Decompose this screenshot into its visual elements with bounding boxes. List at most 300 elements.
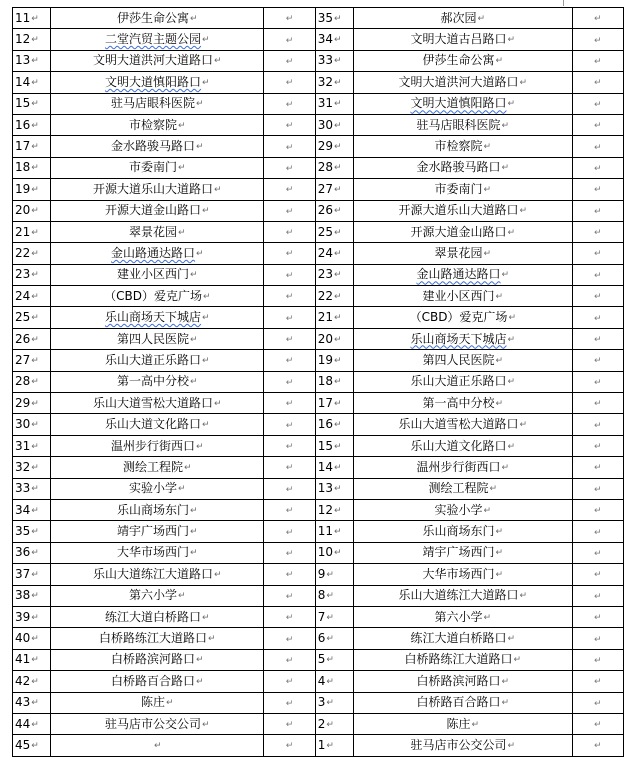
right-stop-name: 白桥路滨河路口 — [416, 673, 501, 688]
paragraph-mark-icon: ↵ — [285, 420, 294, 431]
left-stop-name: 翠景花园 — [129, 224, 178, 239]
left-spacer-cell — [264, 200, 315, 221]
right-spacer-cell — [572, 179, 623, 200]
left-stop-number-cell — [13, 735, 51, 756]
right-stop-name-cell — [353, 735, 572, 756]
left-spacer-cell — [264, 606, 315, 627]
right-stop-number: 19 — [317, 352, 334, 367]
left-stop-name: 开源大道乐山大道路口 — [93, 181, 214, 196]
right-stop-number: 24 — [317, 245, 334, 260]
paragraph-mark-icon: ↵ — [334, 484, 342, 495]
table-row — [13, 692, 624, 713]
left-stop-number-cell — [13, 136, 51, 157]
right-stop-name: 驻马店眼科医院 — [416, 117, 501, 132]
left-stop-name: 靖宇广场西门 — [117, 524, 190, 539]
left-stop-name-cell — [51, 414, 264, 435]
paragraph-mark-icon: ↵ — [507, 334, 516, 345]
right-stop-name-cell — [353, 136, 572, 157]
paragraph-mark-icon: ↵ — [594, 335, 602, 346]
right-stop-number: 29 — [317, 139, 334, 154]
paragraph-mark-icon: ↵ — [326, 569, 334, 580]
right-stop-number-cell — [315, 328, 353, 349]
paragraph-mark-icon: ↵ — [594, 121, 602, 132]
right-spacer-cell — [572, 393, 623, 414]
paragraph-mark-icon: ↵ — [31, 184, 39, 195]
paragraph-mark-icon: ↵ — [594, 292, 602, 303]
table-row — [13, 72, 624, 93]
left-spacer-cell — [264, 179, 315, 200]
left-stop-number: 31 — [15, 438, 31, 453]
right-spacer-cell — [572, 8, 623, 29]
paragraph-mark-icon: ↵ — [334, 13, 342, 24]
paragraph-mark-icon: ↵ — [334, 441, 342, 452]
paragraph-mark-icon: ↵ — [285, 335, 294, 346]
left-stop-name: 乐山大道正乐路口 — [105, 352, 202, 367]
paragraph-mark-icon: ↵ — [178, 591, 186, 602]
right-stop-number: 14 — [317, 459, 334, 474]
left-stop-name: 市检察院 — [129, 117, 178, 132]
left-stop-name: 文明大道洪河大道路口 — [93, 53, 214, 68]
right-spacer-cell — [572, 328, 623, 349]
right-stop-number: 17 — [317, 395, 334, 410]
left-stop-name-cell — [51, 50, 264, 71]
right-stop-number-cell — [315, 29, 353, 50]
right-stop-number: 16 — [317, 417, 334, 432]
right-stop-number-cell — [315, 735, 353, 756]
paragraph-mark-icon: ↵ — [334, 548, 342, 559]
left-stop-number-cell — [13, 371, 51, 392]
left-stop-name: 白桥路练江大道路口 — [99, 631, 208, 646]
right-stop-name: 白桥路百合路口 — [416, 695, 501, 710]
left-stop-number: 34 — [15, 502, 31, 517]
right-spacer-cell — [572, 307, 623, 328]
paragraph-mark-icon: ↵ — [285, 56, 294, 67]
right-spacer-cell — [572, 542, 623, 563]
left-spacer-cell — [264, 243, 315, 264]
paragraph-mark-icon: ↵ — [501, 163, 510, 174]
paragraph-mark-icon: ↵ — [190, 505, 198, 516]
right-stop-name-cell — [353, 692, 572, 713]
paragraph-mark-icon: ↵ — [326, 591, 334, 602]
left-stop-name: 第六小学 — [129, 588, 178, 603]
right-stop-name-cell — [353, 264, 572, 285]
left-stop-number: 40 — [15, 631, 31, 646]
left-stop-name-cell — [51, 735, 264, 756]
paragraph-mark-icon: ↵ — [285, 292, 294, 303]
paragraph-mark-icon: ↵ — [178, 484, 186, 495]
right-stop-name: 乐山大道正乐路口 — [410, 374, 507, 389]
right-stop-number: 32 — [317, 74, 334, 89]
paragraph-mark-icon: ↵ — [495, 398, 504, 409]
right-spacer-cell — [572, 713, 623, 734]
paragraph-mark-icon: ↵ — [334, 163, 342, 174]
paragraph-mark-icon: ↵ — [31, 270, 39, 281]
paragraph-mark-icon: ↵ — [285, 78, 294, 89]
table-row — [13, 264, 624, 285]
left-stop-number: 15 — [15, 96, 31, 111]
left-stop-number: 11 — [15, 10, 31, 25]
right-stop-number: 13 — [317, 481, 334, 496]
paragraph-mark-icon: ↵ — [483, 612, 492, 623]
paragraph-mark-icon: ↵ — [477, 13, 486, 24]
right-stop-number-cell — [315, 200, 353, 221]
left-spacer-cell — [264, 371, 315, 392]
paragraph-mark-icon: ↵ — [334, 99, 342, 110]
right-stop-name-cell — [353, 585, 572, 606]
paragraph-mark-icon: ↵ — [31, 163, 39, 174]
right-spacer-cell — [572, 221, 623, 242]
left-spacer-cell — [264, 521, 315, 542]
paragraph-mark-icon: ↵ — [594, 163, 602, 174]
paragraph-mark-icon: ↵ — [334, 420, 342, 431]
right-spacer-cell — [572, 564, 623, 585]
right-spacer-cell — [572, 200, 623, 221]
left-stop-number-cell — [13, 328, 51, 349]
paragraph-mark-icon: ↵ — [202, 291, 211, 302]
right-spacer-cell — [572, 435, 623, 456]
paragraph-mark-icon: ↵ — [519, 206, 528, 217]
left-stop-number: 38 — [15, 588, 31, 603]
left-stop-name: 白桥路百合路口 — [111, 673, 196, 688]
paragraph-mark-icon: ↵ — [178, 163, 186, 174]
paragraph-mark-icon: ↵ — [31, 655, 39, 666]
left-stop-name: 第一高中分校 — [117, 374, 190, 389]
paragraph-mark-icon: ↵ — [495, 291, 504, 302]
paragraph-mark-icon: ↵ — [31, 313, 39, 324]
right-stop-number-cell — [315, 564, 353, 585]
paragraph-mark-icon: ↵ — [334, 270, 342, 281]
paragraph-mark-icon: ↵ — [507, 35, 516, 46]
paragraph-mark-icon: ↵ — [334, 334, 342, 345]
paragraph-mark-icon: ↵ — [495, 355, 504, 366]
right-stop-number: 26 — [317, 203, 334, 218]
left-stop-number-cell — [13, 435, 51, 456]
paragraph-mark-icon: ↵ — [285, 442, 294, 452]
paragraph-mark-icon: ↵ — [334, 206, 342, 217]
paragraph-mark-icon: ↵ — [190, 13, 198, 24]
left-stop-number: 18 — [15, 160, 31, 175]
paragraph-mark-icon: ↵ — [594, 249, 602, 260]
right-stop-name-cell — [353, 564, 572, 585]
left-stop-number: 25 — [15, 310, 31, 325]
right-stop-number-cell — [315, 393, 353, 414]
right-stop-number: 1 — [317, 737, 326, 752]
paragraph-mark-icon: ↵ — [326, 655, 334, 666]
left-spacer-cell — [264, 8, 315, 29]
left-stop-name: 乐山大道练江大道路口 — [93, 566, 214, 581]
paragraph-mark-icon: ↵ — [334, 527, 342, 538]
right-spacer-cell — [572, 457, 623, 478]
left-stop-name-cell — [51, 713, 264, 734]
paragraph-mark-icon: ↵ — [285, 377, 294, 388]
paragraph-mark-icon: ↵ — [334, 227, 342, 238]
left-stop-number: 32 — [15, 459, 31, 474]
right-spacer-cell — [572, 649, 623, 670]
left-spacer-cell — [264, 221, 315, 242]
paragraph-mark-icon: ↵ — [202, 206, 210, 217]
right-spacer-cell — [572, 499, 623, 520]
paragraph-mark-icon: ↵ — [483, 248, 492, 259]
left-stop-number-cell — [13, 307, 51, 328]
right-stop-name: 文明大道古吕路口 — [410, 32, 507, 47]
paragraph-mark-icon: ↵ — [285, 527, 294, 538]
left-stop-name-cell — [51, 542, 264, 563]
paragraph-mark-icon: ↵ — [594, 313, 602, 324]
paragraph-mark-icon: ↵ — [507, 227, 516, 238]
right-spacer-cell — [572, 93, 623, 114]
table-row — [13, 200, 624, 221]
left-stop-number: 27 — [15, 352, 31, 367]
left-stop-name: 练江大道白桥路口 — [105, 609, 202, 624]
right-stop-number: 3 — [317, 695, 326, 710]
right-stop-name: 陈庄 — [446, 716, 471, 731]
right-stop-name: 建业小区西门 — [422, 288, 495, 303]
paragraph-mark-icon: ↵ — [594, 741, 602, 752]
right-stop-number-cell — [315, 692, 353, 713]
paragraph-mark-icon: ↵ — [31, 612, 39, 623]
right-stop-number-cell — [315, 350, 353, 371]
left-stop-number-cell — [13, 200, 51, 221]
paragraph-mark-icon: ↵ — [285, 741, 294, 752]
left-spacer-cell — [264, 286, 315, 307]
left-stop-name-cell — [51, 478, 264, 499]
paragraph-mark-icon: ↵ — [196, 655, 204, 666]
table-row — [13, 499, 624, 520]
right-stop-name: 驻马店市公交公司 — [410, 737, 507, 752]
left-stop-number-cell — [13, 221, 51, 242]
left-stop-number: 23 — [15, 267, 31, 282]
ruler-mark — [563, 0, 564, 6]
right-stop-name-cell — [353, 243, 572, 264]
paragraph-mark-icon: ↵ — [214, 569, 222, 580]
right-stop-name-cell — [353, 200, 572, 221]
right-stop-number-cell — [315, 435, 353, 456]
paragraph-mark-icon: ↵ — [594, 677, 602, 688]
right-stop-number: 28 — [317, 160, 334, 175]
right-stop-number: 33 — [317, 53, 334, 68]
left-spacer-cell — [264, 735, 315, 756]
right-stop-number: 22 — [317, 288, 334, 303]
left-stop-name-cell — [51, 393, 264, 414]
right-spacer-cell — [572, 50, 623, 71]
right-stop-name: 练江大道白桥路口 — [410, 631, 507, 646]
right-stop-number: 31 — [317, 96, 334, 111]
left-stop-number-cell — [13, 499, 51, 520]
paragraph-mark-icon: ↵ — [31, 527, 39, 538]
right-stop-name-cell — [353, 29, 572, 50]
table-row — [13, 114, 624, 135]
left-spacer-cell — [264, 157, 315, 178]
left-stop-number-cell — [13, 692, 51, 713]
paragraph-mark-icon: ↵ — [285, 506, 294, 517]
paragraph-mark-icon: ↵ — [196, 248, 204, 259]
paragraph-mark-icon: ↵ — [471, 719, 480, 730]
left-stop-name: 第四人民医院 — [117, 331, 190, 346]
paragraph-mark-icon: ↵ — [594, 655, 602, 666]
paragraph-mark-icon: ↵ — [202, 420, 210, 431]
paragraph-mark-icon: ↵ — [334, 377, 342, 388]
paragraph-mark-icon: ↵ — [334, 56, 342, 67]
paragraph-mark-icon: ↵ — [31, 698, 39, 709]
right-stop-name-cell — [353, 542, 572, 563]
right-stop-name-cell — [353, 50, 572, 71]
paragraph-mark-icon: ↵ — [594, 634, 602, 645]
paragraph-mark-icon: ↵ — [285, 121, 294, 132]
paragraph-mark-icon: ↵ — [285, 249, 294, 260]
left-stop-name-cell — [51, 264, 264, 285]
right-stop-number: 12 — [317, 502, 334, 517]
right-stop-number: 35 — [317, 10, 334, 25]
paragraph-mark-icon: ↵ — [594, 420, 602, 431]
left-stop-number-cell — [13, 72, 51, 93]
right-spacer-cell — [572, 478, 623, 499]
paragraph-mark-icon: ↵ — [184, 462, 192, 473]
left-stop-name-cell — [51, 628, 264, 649]
table-row — [13, 735, 624, 756]
paragraph-mark-icon: ↵ — [285, 634, 294, 645]
paragraph-mark-icon: ↵ — [519, 591, 528, 602]
paragraph-mark-icon: ↵ — [31, 227, 39, 238]
right-stop-number: 15 — [317, 438, 334, 453]
left-stop-number-cell — [13, 542, 51, 563]
left-stop-name-cell — [51, 93, 264, 114]
paragraph-mark-icon: ↵ — [501, 120, 510, 131]
left-stop-number: 17 — [15, 139, 31, 154]
left-stop-name-cell — [51, 72, 264, 93]
paragraph-mark-icon: ↵ — [202, 612, 210, 623]
right-stop-name: 乐山大道文化路口 — [410, 438, 507, 453]
right-stop-name-cell — [353, 114, 572, 135]
left-stop-name: 驻马店市公交公司 — [105, 716, 202, 731]
paragraph-mark-icon: ↵ — [495, 56, 504, 67]
paragraph-mark-icon: ↵ — [31, 569, 39, 580]
right-stop-name-cell — [353, 350, 572, 371]
right-stop-number-cell — [315, 713, 353, 734]
left-stop-name: 市委南门 — [129, 160, 178, 175]
left-stop-number-cell — [13, 521, 51, 542]
paragraph-mark-icon: ↵ — [31, 142, 39, 153]
right-stop-number: 30 — [317, 117, 334, 132]
left-stop-name-cell — [51, 671, 264, 692]
left-stop-number-cell — [13, 264, 51, 285]
left-spacer-cell — [264, 136, 315, 157]
left-stop-number-cell — [13, 50, 51, 71]
paragraph-mark-icon: ↵ — [214, 398, 222, 409]
paragraph-mark-icon: ↵ — [594, 35, 602, 46]
right-stop-number: 8 — [317, 588, 326, 603]
paragraph-mark-icon: ↵ — [594, 548, 602, 559]
left-stop-number-cell — [13, 478, 51, 499]
left-spacer-cell — [264, 29, 315, 50]
left-stop-name: 乐山大道雪松大道路口 — [93, 395, 214, 410]
paragraph-mark-icon: ↵ — [214, 56, 222, 67]
left-stop-name-cell — [51, 585, 264, 606]
paragraph-mark-icon: ↵ — [285, 228, 294, 239]
left-stop-name-cell — [51, 457, 264, 478]
table-row — [13, 286, 624, 307]
right-spacer-cell — [572, 692, 623, 713]
right-stop-number: 6 — [317, 631, 326, 646]
table-row — [13, 350, 624, 371]
paragraph-mark-icon: ↵ — [285, 99, 294, 110]
right-stop-name-cell — [353, 478, 572, 499]
left-stop-number: 44 — [15, 716, 31, 731]
right-stop-number-cell — [315, 671, 353, 692]
left-stop-name-cell — [51, 200, 264, 221]
left-spacer-cell — [264, 93, 315, 114]
paragraph-mark-icon: ↵ — [594, 356, 602, 367]
paragraph-mark-icon: ↵ — [202, 355, 210, 366]
right-spacer-cell — [572, 286, 623, 307]
right-stop-number: 4 — [317, 673, 326, 688]
table-row — [13, 713, 624, 734]
table-row — [13, 457, 624, 478]
paragraph-mark-icon: ↵ — [508, 313, 516, 324]
table-body — [13, 8, 624, 757]
right-spacer-cell — [572, 628, 623, 649]
paragraph-mark-icon: ↵ — [196, 99, 204, 110]
paragraph-mark-icon: ↵ — [594, 99, 602, 110]
paragraph-mark-icon: ↵ — [31, 35, 39, 46]
paragraph-mark-icon: ↵ — [334, 77, 342, 88]
paragraph-mark-icon: ↵ — [519, 77, 528, 88]
paragraph-mark-icon: ↵ — [594, 228, 602, 239]
left-stop-number: 22 — [15, 245, 31, 260]
right-stop-number-cell — [315, 179, 353, 200]
right-stop-name-cell — [353, 307, 572, 328]
right-stop-number-cell — [315, 221, 353, 242]
right-stop-name-cell — [353, 414, 572, 435]
table-row — [13, 628, 624, 649]
right-stop-number-cell — [315, 264, 353, 285]
paragraph-mark-icon: ↵ — [594, 142, 602, 153]
left-spacer-cell — [264, 542, 315, 563]
paragraph-mark-icon: ↵ — [285, 185, 294, 196]
right-stop-name-cell — [353, 435, 572, 456]
paragraph-mark-icon: ↵ — [190, 548, 198, 559]
paragraph-mark-icon: ↵ — [326, 612, 334, 623]
left-stop-number: 24 — [15, 288, 31, 303]
left-stop-name-cell — [51, 157, 264, 178]
right-stop-number: 21 — [317, 310, 334, 325]
right-stop-name: 实验小学 — [434, 502, 483, 517]
left-stop-number-cell — [13, 649, 51, 670]
right-stop-name-cell — [353, 713, 572, 734]
left-stop-number: 45 — [15, 737, 31, 752]
right-stop-name-cell — [353, 393, 572, 414]
left-stop-number: 37 — [15, 566, 31, 581]
left-stop-number: 16 — [15, 117, 31, 132]
paragraph-mark-icon: ↵ — [501, 462, 510, 473]
right-stop-name: 乐山商场东门 — [422, 524, 495, 539]
left-stop-number-cell — [13, 179, 51, 200]
right-stop-name: 郝次园 — [440, 10, 477, 25]
table-row — [13, 521, 624, 542]
paragraph-mark-icon: ↵ — [31, 441, 39, 452]
right-spacer-cell — [572, 414, 623, 435]
right-stop-number: 34 — [317, 32, 334, 47]
right-stop-number: 11 — [317, 524, 334, 539]
paragraph-mark-icon: ↵ — [334, 313, 342, 324]
left-spacer-cell — [264, 435, 315, 456]
left-stop-name-cell — [51, 692, 264, 713]
table-row — [13, 606, 624, 627]
left-stop-name: 白桥路滨河路口 — [111, 652, 196, 667]
right-stop-name-cell — [353, 286, 572, 307]
paragraph-mark-icon: ↵ — [31, 334, 39, 345]
paragraph-mark-icon: ↵ — [326, 719, 334, 730]
right-stop-number: 27 — [317, 181, 334, 196]
